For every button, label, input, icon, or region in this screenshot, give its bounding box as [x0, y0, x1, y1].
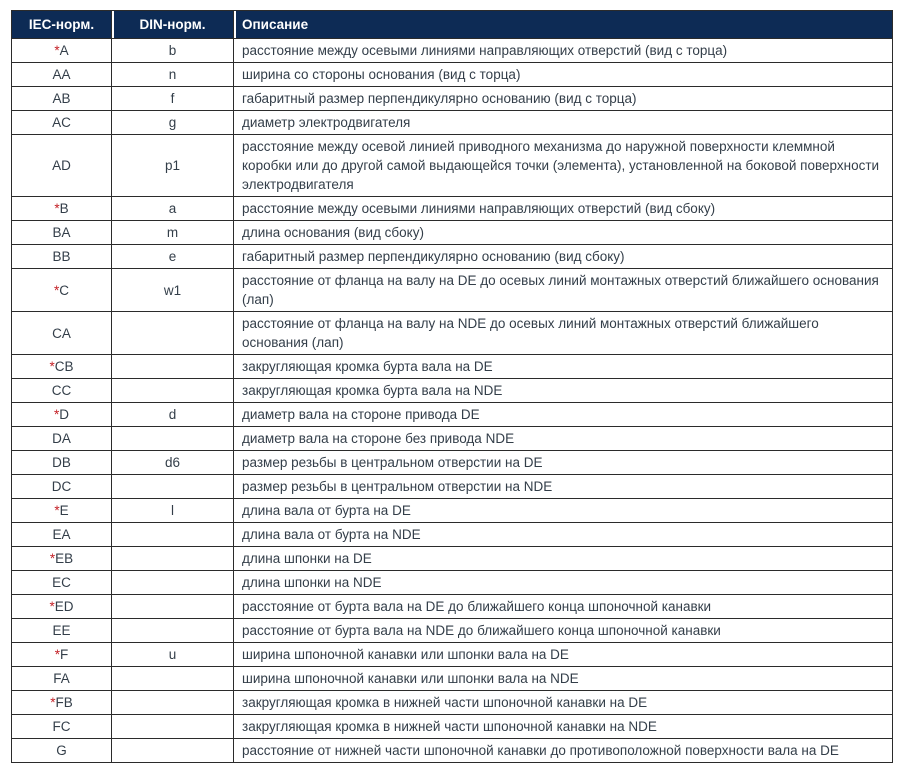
- description-cell: расстояние между осевыми линиями направляющих отверстий (вид сбоку): [234, 197, 893, 221]
- din-code-cell: l: [112, 499, 234, 523]
- din-code-cell: d6: [112, 451, 234, 475]
- description-cell: закругляющая кромка в нижней части шпоночной канавки на DE: [234, 691, 893, 715]
- din-code-cell: [112, 355, 234, 379]
- table-row: [12, 715, 893, 739]
- table-row: [12, 403, 893, 427]
- table-row: [12, 197, 893, 221]
- iec-code-cell: *EB: [12, 547, 112, 571]
- din-code-cell: [112, 475, 234, 499]
- din-code-cell: b: [112, 39, 234, 63]
- iec-code-cell: G: [12, 739, 112, 763]
- description-cell: закругляющая кромка бурта вала на DE: [234, 355, 893, 379]
- iec-code-cell: AA: [12, 63, 112, 87]
- description-cell: закругляющая кромка бурта вала на NDE: [234, 379, 893, 403]
- din-code-cell: [112, 379, 234, 403]
- din-code-cell: a: [112, 197, 234, 221]
- dimension-table-page: [11, 10, 893, 763]
- iec-code-cell: *C: [12, 269, 112, 312]
- din-code-cell: m: [112, 221, 234, 245]
- header-row: [12, 11, 893, 39]
- din-code-cell: [112, 667, 234, 691]
- table-row: [12, 269, 893, 312]
- motor-dimensions-table: [11, 10, 893, 763]
- din-code-cell: [112, 619, 234, 643]
- description-cell: длина вала от бурта на NDE: [234, 523, 893, 547]
- din-code-cell: [112, 312, 234, 355]
- table-row: [12, 312, 893, 355]
- iec-code-cell: FC: [12, 715, 112, 739]
- table-row: [12, 547, 893, 571]
- iec-code-cell: CA: [12, 312, 112, 355]
- required-star-marker: *: [49, 359, 55, 374]
- iec-code-cell: *ED: [12, 595, 112, 619]
- column-header-din-norm: DIN-норм.: [112, 11, 234, 39]
- description-cell: длина основания (вид сбоку): [234, 221, 893, 245]
- required-star-marker: *: [54, 503, 60, 518]
- din-code-cell: [112, 595, 234, 619]
- description-cell: расстояние между осевой линией приводного механизма до наружной поверхности клеммной коробки или до другой самой выдающейся точки (элемента), установленной на боковой поверхности электродвигателя: [234, 135, 893, 197]
- table-row: [12, 355, 893, 379]
- description-cell: расстояние от нижней части шпоночной канавки до противоположной поверхности вала на DE: [234, 739, 893, 763]
- iec-code-cell: BB: [12, 245, 112, 269]
- description-cell: габаритный размер перпендикулярно основанию (вид сбоку): [234, 245, 893, 269]
- din-code-cell: [112, 571, 234, 595]
- iec-code-cell: BA: [12, 221, 112, 245]
- table-row: [12, 499, 893, 523]
- required-star-marker: *: [49, 599, 55, 614]
- required-star-marker: *: [54, 201, 60, 216]
- iec-code-cell: *E: [12, 499, 112, 523]
- description-cell: габаритный размер перпендикулярно основанию (вид с торца): [234, 87, 893, 111]
- iec-code-cell: AD: [12, 135, 112, 197]
- iec-code-cell: EC: [12, 571, 112, 595]
- column-header-description: Описание: [234, 11, 893, 39]
- table-body: [12, 39, 893, 763]
- table-row: [12, 427, 893, 451]
- description-cell: длина шпонки на DE: [234, 547, 893, 571]
- iec-code-cell: AC: [12, 111, 112, 135]
- din-code-cell: u: [112, 643, 234, 667]
- required-star-marker: *: [50, 695, 56, 710]
- required-star-marker: *: [54, 647, 60, 662]
- description-cell: длина шпонки на NDE: [234, 571, 893, 595]
- din-code-cell: w1: [112, 269, 234, 312]
- table-row: [12, 451, 893, 475]
- table-row: [12, 245, 893, 269]
- iec-code-cell: CC: [12, 379, 112, 403]
- iec-code-cell: DC: [12, 475, 112, 499]
- description-cell: диаметр вала на стороне без привода NDE: [234, 427, 893, 451]
- table-row: [12, 111, 893, 135]
- iec-code-cell: *D: [12, 403, 112, 427]
- description-cell: расстояние от бурта вала на DE до ближайшего конца шпоночной канавки: [234, 595, 893, 619]
- table-row: [12, 571, 893, 595]
- table-row: [12, 39, 893, 63]
- description-cell: расстояние от фланца на валу на NDE до осевых линий монтажных отверстий ближайшего основания (лап): [234, 312, 893, 355]
- iec-code-cell: FA: [12, 667, 112, 691]
- iec-code-cell: *FB: [12, 691, 112, 715]
- din-code-cell: e: [112, 245, 234, 269]
- iec-code-cell: *B: [12, 197, 112, 221]
- iec-code-cell: AB: [12, 87, 112, 111]
- table-header: [12, 11, 893, 39]
- table-row: [12, 667, 893, 691]
- description-cell: закругляющая кромка в нижней части шпоночной канавки на NDE: [234, 715, 893, 739]
- table-row: [12, 475, 893, 499]
- description-cell: ширина шпоночной канавки или шпонки вала на DE: [234, 643, 893, 667]
- din-code-cell: [112, 523, 234, 547]
- table-row: [12, 739, 893, 763]
- table-row: [12, 135, 893, 197]
- table-row: [12, 619, 893, 643]
- din-code-cell: [112, 691, 234, 715]
- din-code-cell: [112, 547, 234, 571]
- table-row: [12, 87, 893, 111]
- din-code-cell: p1: [112, 135, 234, 197]
- description-cell: расстояние между осевыми линиями направляющих отверстий (вид с торца): [234, 39, 893, 63]
- din-code-cell: [112, 739, 234, 763]
- iec-code-cell: *CB: [12, 355, 112, 379]
- description-cell: расстояние от бурта вала на NDE до ближайшего конца шпоночной канавки: [234, 619, 893, 643]
- table-row: [12, 691, 893, 715]
- description-cell: ширина шпоночной канавки или шпонки вала на NDE: [234, 667, 893, 691]
- required-star-marker: *: [53, 282, 60, 298]
- iec-code-cell: *A: [12, 39, 112, 63]
- iec-code-cell: *F: [12, 643, 112, 667]
- table-row: [12, 523, 893, 547]
- table-row: [12, 595, 893, 619]
- required-star-marker: *: [49, 551, 56, 566]
- din-code-cell: d: [112, 403, 234, 427]
- description-cell: расстояние от фланца на валу на DE до осевых линий монтажных отверстий ближайшего основания (лап): [234, 269, 893, 312]
- table-row: [12, 63, 893, 87]
- din-code-cell: f: [112, 87, 234, 111]
- required-star-marker: *: [53, 407, 60, 422]
- table-row: [12, 221, 893, 245]
- din-code-cell: g: [112, 111, 234, 135]
- iec-code-cell: DB: [12, 451, 112, 475]
- description-cell: размер резьбы в центральном отверстии на DE: [234, 451, 893, 475]
- description-cell: ширина со стороны основания (вид с торца): [234, 63, 893, 87]
- din-code-cell: [112, 715, 234, 739]
- iec-code-cell: EE: [12, 619, 112, 643]
- required-star-marker: *: [54, 43, 60, 58]
- table-row: [12, 643, 893, 667]
- description-cell: диаметр электродвигателя: [234, 111, 893, 135]
- din-code-cell: [112, 427, 234, 451]
- din-code-cell: n: [112, 63, 234, 87]
- iec-code-cell: EA: [12, 523, 112, 547]
- description-cell: размер резьбы в центральном отверстии на NDE: [234, 475, 893, 499]
- description-cell: длина вала от бурта на DE: [234, 499, 893, 523]
- iec-code-cell: DA: [12, 427, 112, 451]
- column-header-iec-norm: IEC-норм.: [12, 11, 112, 39]
- table-row: [12, 379, 893, 403]
- description-cell: диаметр вала на стороне привода DE: [234, 403, 893, 427]
